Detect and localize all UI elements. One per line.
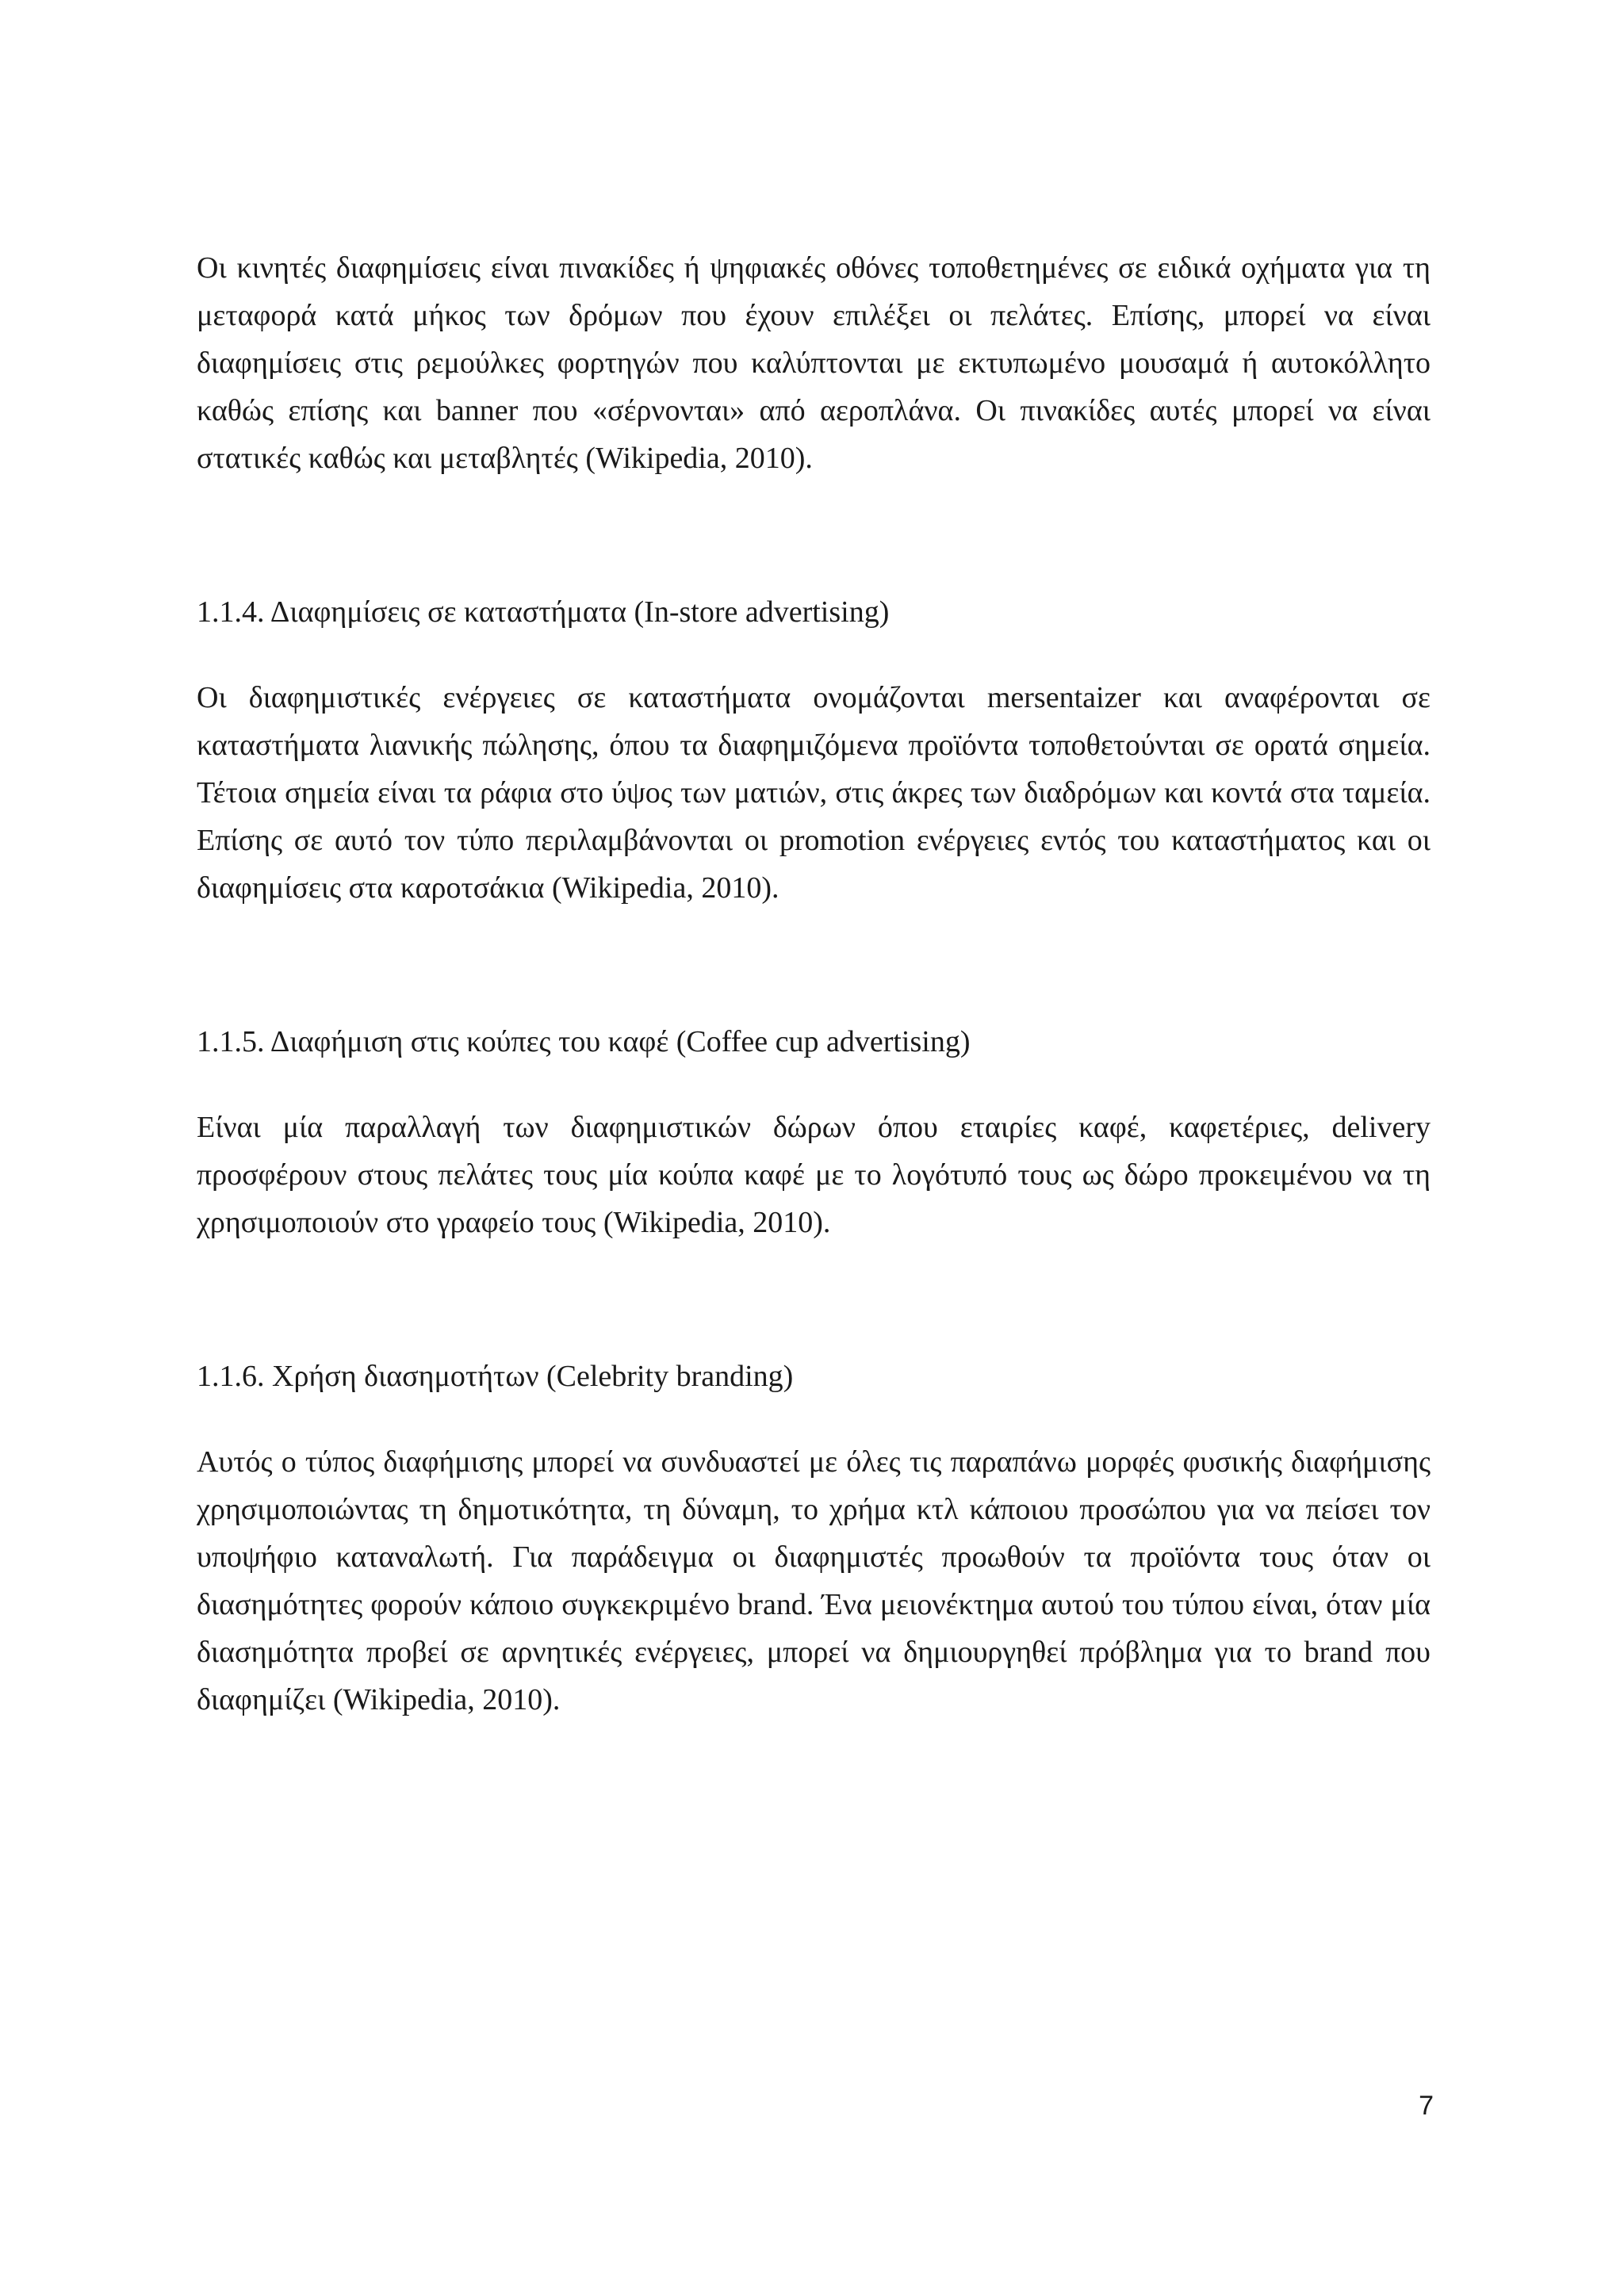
section-heading-coffee-cup-advertising: 1.1.5. Διαφήμιση στις κούπες του καφέ (Coffee cup advertising): [197, 1025, 971, 1058]
section-heading-celebrity-branding: 1.1.6. Χρήση διασημοτήτων (Celebrity branding): [197, 1360, 794, 1393]
section-body-coffee-cup-advertising: Είναι μία παραλλαγή των διαφημιστικών δώρων όπου εταιρίες καφέ, καφετέριες, delivery προσφέρουν στους πελάτες τους μία κούπα καφέ με το λογότυπό τους ως δώρο προκειμένου να τη χρησιμοποιούν στο γραφείο τους (Wikipedia, 2010).: [197, 1111, 1431, 1239]
page-content: [197, 244, 1431, 1724]
section-heading-in-store-advertising: 1.1.4. Διαφημίσεις σε καταστήματα (In-store advertising): [197, 595, 890, 629]
page-number: 7: [1419, 2091, 1434, 2121]
intro-paragraph: Οι κινητές διαφημίσεις είναι πινακίδες ή ψηφιακές οθόνες τοποθετημένες σε ειδικά οχήματα για τη μεταφορά κατά μήκος των δρόμων που έχουν επιλέξει οι πελάτες. Επίσης, μπορεί να είναι διαφημίσεις στις ρεμούλκες φορτηγών που καλύπτονται με εκτυπωμένο μουσαμά ή αυτοκόλλητο καθώς επίσης και banner που «σέρνονται» από αεροπλάνα. Οι πινακίδες αυτές μπορεί να είναι στατικές καθώς και μεταβλητές (Wikipedia, 2010).: [197, 251, 1431, 475]
section-body-in-store-advertising: Οι διαφημιστικές ενέργειες σε καταστήματα ονομάζονται mersentaizer και αναφέρονται σε καταστήματα λιανικής πώλησης, όπου τα διαφημιζόμενα προϊόντα τοποθετούνται σε ορατά σημεία. Τέτοια σημεία είναι τα ράφια στο ύψος των ματιών, στις άκρες των διαδρόμων και κοντά στα ταμεία. Επίσης σε αυτό τον τύπο περιλαμβάνονται οι promotion ενέργειες εντός του καταστήματος και οι διαφημίσεις στα καροτσάκια (Wikipedia, 2010).: [197, 681, 1431, 905]
section-body-celebrity-branding: Αυτός ο τύπος διαφήμισης μπορεί να συνδυαστεί με όλες τις παραπάνω μορφές φυσικής διαφήμισης χρησιμοποιώντας τη δημοτικότητα, τη δύναμη, το χρήμα κτλ κάποιου προσώπου για να πείσει τον υποψήφιο καταναλωτή. Για παράδειγμα οι διαφημιστές προωθούν τα προϊόντα τους όταν οι διασημότητες φορούν κάποιο συγκεκριμένο brand. Ένα μειονέκτημα αυτού του τύπου είναι, όταν μία διασημότητα προβεί σε αρνητικές ενέργειες, μπορεί να δημιουργηθεί πρόβλημα για το brand που διαφημίζει (Wikipedia, 2010).: [197, 1445, 1431, 1716]
